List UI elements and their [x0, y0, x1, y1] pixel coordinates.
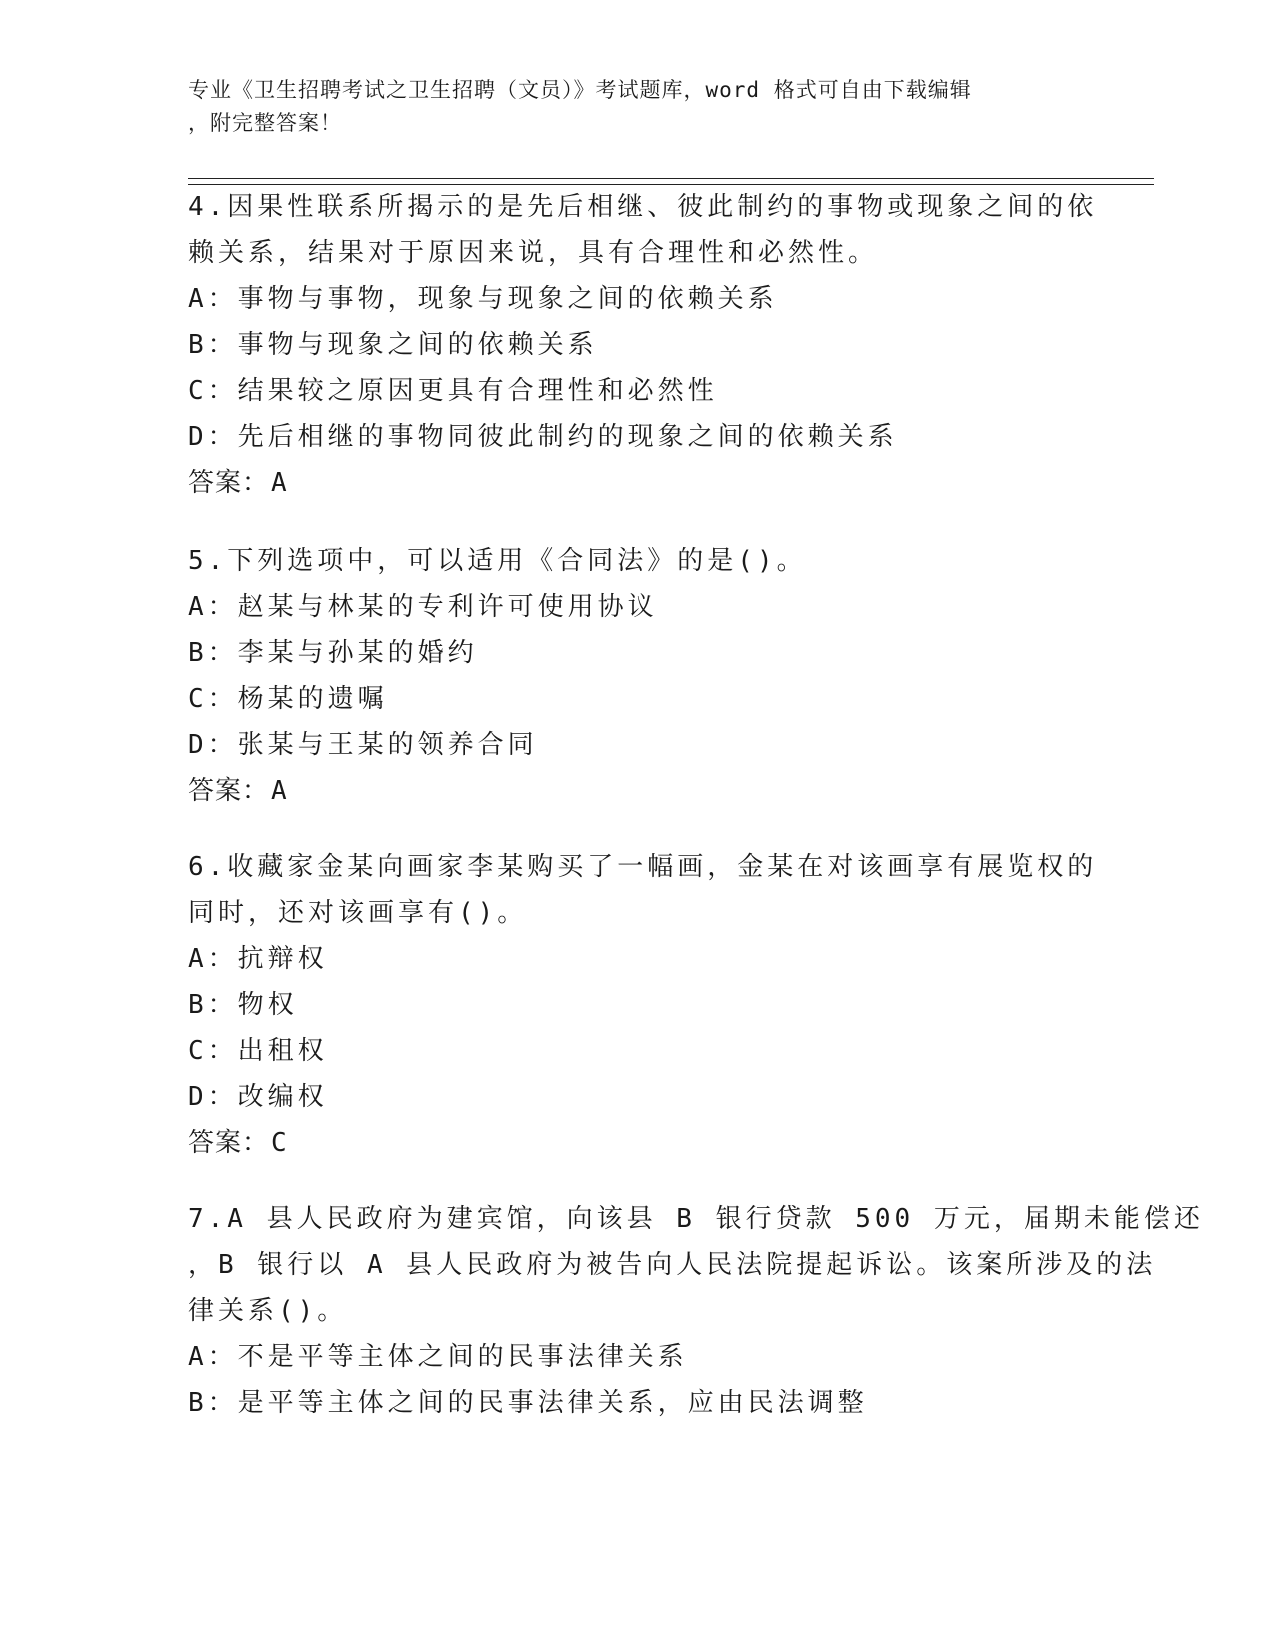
- answer-label: 答案：: [188, 468, 270, 498]
- option-a: A：赵某与林某的专利许可使用协议: [188, 592, 658, 622]
- option-a: A：不是平等主体之间的民事法律关系: [188, 1342, 688, 1372]
- option-d: D：张某与王某的领养合同: [188, 730, 538, 760]
- question-5: [188, 538, 1088, 814]
- question-stem: 同时，还对该画享有()。: [188, 898, 528, 928]
- option-b: B：事物与现象之间的依赖关系: [188, 330, 598, 360]
- answer-label: 答案：: [188, 1128, 270, 1158]
- option-a: A：事物与事物，现象与现象之间的依赖关系: [188, 284, 778, 314]
- answer-value: A: [271, 776, 288, 806]
- option-d: D：先后相继的事物同彼此制约的现象之间的依赖关系: [188, 422, 898, 452]
- option-c: C：出租权: [188, 1036, 328, 1066]
- header-divider-top: [188, 178, 1154, 179]
- question-stem: 律关系()。: [188, 1296, 348, 1326]
- question-stem: 7.A 县人民政府为建宾馆，向该县 B 银行贷款 500 万元，届期未能偿还: [188, 1204, 1204, 1234]
- answer-value: C: [271, 1128, 288, 1158]
- option-b: B：是平等主体之间的民事法律关系，应由民法调整: [188, 1388, 868, 1418]
- question-stem: 赖关系，结果对于原因来说，具有合理性和必然性。: [188, 238, 879, 268]
- question-stem: 6.收藏家金某向画家李某购买了一幅画，金某在对该画享有展览权的: [188, 852, 1098, 882]
- question-stem: ，B 银行以 A 县人民政府为被告向人民法院提起诉讼。该案所涉及的法: [188, 1250, 1157, 1280]
- option-a: A：抗辩权: [188, 944, 328, 974]
- header-line-2: ，附完整答案！: [188, 111, 342, 135]
- answer-value: A: [271, 468, 288, 498]
- answer-line: [188, 1120, 1088, 1166]
- document-header: [188, 74, 1078, 140]
- option-c: C：杨某的遗嘱: [188, 684, 388, 714]
- answer-line: [188, 460, 1088, 506]
- question-stem: 4.因果性联系所揭示的是先后相继、彼此制约的事物或现象之间的依: [188, 192, 1098, 222]
- question-stem: 5.下列选项中，可以适用《合同法》的是()。: [188, 546, 807, 576]
- question-4: [188, 184, 1098, 506]
- option-d: D：改编权: [188, 1082, 328, 1112]
- answer-label: 答案：: [188, 776, 270, 806]
- option-b: B：物权: [188, 990, 298, 1020]
- question-6: [188, 844, 1098, 1166]
- option-b: B：李某与孙某的婚约: [188, 638, 478, 668]
- option-c: C：结果较之原因更具有合理性和必然性: [188, 376, 718, 406]
- header-line-1: 专业《卫生招聘考试之卫生招聘（文员）》考试题库，word 格式可自由下载编辑: [188, 78, 972, 102]
- question-7: [188, 1196, 1204, 1426]
- answer-line: [188, 768, 1088, 814]
